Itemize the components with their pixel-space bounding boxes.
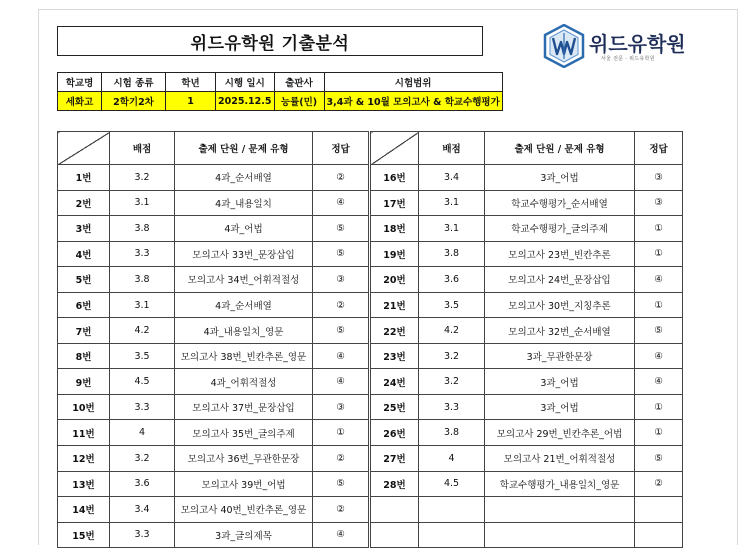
question-unit: 모의고사 29번_빈칸추론_어법 xyxy=(485,420,635,446)
question-unit: 모의고사 24번_문장삽입 xyxy=(485,267,635,293)
question-row xyxy=(58,343,369,369)
question-score: 3.5 xyxy=(110,343,175,369)
question-number: 11번 xyxy=(58,420,110,446)
question-answer: ⑤ xyxy=(635,318,683,344)
question-unit: 모의고사 35번_글의주제 xyxy=(175,420,313,446)
question-score: 3.4 xyxy=(110,497,175,523)
question-number: 12번 xyxy=(58,446,110,472)
question-unit: 4과_어휘적절성 xyxy=(175,369,313,395)
question-score xyxy=(419,522,485,548)
question-score: 3.1 xyxy=(110,292,175,318)
question-row xyxy=(58,522,369,548)
question-score xyxy=(419,497,485,523)
exam-range-header: 시험범위 xyxy=(324,73,502,92)
question-answer: ④ xyxy=(313,369,369,395)
question-score: 3.2 xyxy=(110,165,175,191)
question-number: 17번 xyxy=(371,190,419,216)
question-score: 3.3 xyxy=(110,394,175,420)
grade-value: 1 xyxy=(166,92,216,111)
question-unit: 4과_순서배열 xyxy=(175,292,313,318)
score-header: 배점 xyxy=(419,132,485,165)
question-unit: 모의고사 40번_빈칸추론_영문 xyxy=(175,497,313,523)
question-answer: ② xyxy=(313,446,369,472)
question-number: 14번 xyxy=(58,497,110,523)
exam-date-value: 2025.12.5 xyxy=(216,92,275,111)
question-answer xyxy=(635,497,683,523)
questions-header-row xyxy=(371,132,683,165)
question-unit: 3과_무관한문장 xyxy=(485,343,635,369)
answer-header: 정답 xyxy=(313,132,369,165)
question-answer: ③ xyxy=(313,267,369,293)
question-unit xyxy=(485,497,635,523)
question-answer: ⑤ xyxy=(313,471,369,497)
question-number: 2번 xyxy=(58,190,110,216)
question-row xyxy=(371,420,683,446)
question-score: 3.4 xyxy=(419,165,485,191)
publisher-value: 능률(민) xyxy=(274,92,324,111)
question-answer: ④ xyxy=(313,522,369,548)
question-answer: ④ xyxy=(635,343,683,369)
question-score: 4 xyxy=(419,446,485,472)
question-unit: 모의고사 34번_어휘적절성 xyxy=(175,267,313,293)
questions-header-row xyxy=(58,132,369,165)
question-unit: 학교수행평가_순서배열 xyxy=(485,190,635,216)
question-unit: 모의고사 30번_지칭추론 xyxy=(485,292,635,318)
academy-logo-text: 위드유학원 xyxy=(589,32,686,56)
question-answer: ③ xyxy=(635,165,683,191)
answer-header: 정답 xyxy=(635,132,683,165)
question-score: 3.3 xyxy=(110,241,175,267)
question-unit xyxy=(485,522,635,548)
question-row xyxy=(58,446,369,472)
question-score: 3.2 xyxy=(419,343,485,369)
question-score: 4.5 xyxy=(110,369,175,395)
school-header: 학교명 xyxy=(58,73,102,92)
question-number xyxy=(371,497,419,523)
question-unit: 모의고사 21번_어휘적절성 xyxy=(485,446,635,472)
question-number: 23번 xyxy=(371,343,419,369)
question-score: 3.6 xyxy=(419,267,485,293)
question-number: 8번 xyxy=(58,343,110,369)
question-row xyxy=(371,394,683,420)
academy-logo xyxy=(543,24,693,70)
question-answer: ⑤ xyxy=(313,318,369,344)
question-row xyxy=(371,190,683,216)
exam-date-header: 시행 일시 xyxy=(216,73,275,92)
exam-info-value-row xyxy=(58,92,503,111)
question-unit: 모의고사 37번_문장삽입 xyxy=(175,394,313,420)
question-answer: ④ xyxy=(635,369,683,395)
question-row xyxy=(58,165,369,191)
question-score: 3.5 xyxy=(419,292,485,318)
question-unit: 모의고사 36번_무관한문장 xyxy=(175,446,313,472)
question-row xyxy=(58,318,369,344)
unit-header: 출제 단원 / 문제 유형 xyxy=(175,132,313,165)
question-row xyxy=(371,446,683,472)
question-score: 3.8 xyxy=(419,241,485,267)
question-row xyxy=(371,343,683,369)
questions-table-left xyxy=(57,131,369,548)
corner-cell xyxy=(58,132,110,165)
question-answer: ① xyxy=(635,394,683,420)
question-number: 21번 xyxy=(371,292,419,318)
question-answer xyxy=(635,522,683,548)
question-answer: ④ xyxy=(635,267,683,293)
question-unit: 모의고사 38번_빈칸추론_영문 xyxy=(175,343,313,369)
question-number: 3번 xyxy=(58,216,110,242)
question-unit: 3과_글의제목 xyxy=(175,522,313,548)
score-header: 배점 xyxy=(110,132,175,165)
question-number: 28번 xyxy=(371,471,419,497)
question-row xyxy=(371,522,683,548)
question-answer: ⑤ xyxy=(313,241,369,267)
question-number: 22번 xyxy=(371,318,419,344)
exam-range-value: 3,4과 & 10월 모의고사 & 학교수행평가 xyxy=(324,92,502,111)
question-row xyxy=(371,216,683,242)
question-row xyxy=(371,497,683,523)
question-answer: ① xyxy=(635,216,683,242)
question-unit: 3과_어법 xyxy=(485,394,635,420)
question-unit: 3과_어법 xyxy=(485,369,635,395)
question-unit: 3과_어법 xyxy=(485,165,635,191)
publisher-header: 출판사 xyxy=(274,73,324,92)
question-score: 3.1 xyxy=(110,190,175,216)
question-answer: ① xyxy=(635,241,683,267)
question-number: 1번 xyxy=(58,165,110,191)
question-answer: ⑤ xyxy=(313,216,369,242)
question-row xyxy=(58,369,369,395)
question-number: 13번 xyxy=(58,471,110,497)
question-number: 25번 xyxy=(371,394,419,420)
question-number: 10번 xyxy=(58,394,110,420)
questions-table-right xyxy=(370,131,683,548)
question-unit: 모의고사 32번_순서배열 xyxy=(485,318,635,344)
question-row xyxy=(371,267,683,293)
question-number: 27번 xyxy=(371,446,419,472)
question-number: 5번 xyxy=(58,267,110,293)
question-answer: ③ xyxy=(635,190,683,216)
question-score: 4 xyxy=(110,420,175,446)
question-row xyxy=(58,190,369,216)
question-score: 3.8 xyxy=(110,216,175,242)
question-answer: ① xyxy=(635,292,683,318)
question-unit: 학교수행평가_글의주제 xyxy=(485,216,635,242)
question-number xyxy=(371,522,419,548)
question-row xyxy=(371,471,683,497)
question-row xyxy=(371,165,683,191)
question-unit: 4과_내용일치_영문 xyxy=(175,318,313,344)
question-score: 3.3 xyxy=(110,522,175,548)
grade-header: 학년 xyxy=(166,73,216,92)
academy-logo-subtext: 서울 전문 · 위드유학원 xyxy=(601,56,655,62)
question-answer: ② xyxy=(635,471,683,497)
question-unit: 4과_어법 xyxy=(175,216,313,242)
question-score: 3.1 xyxy=(419,190,485,216)
question-answer: ② xyxy=(313,497,369,523)
question-number: 9번 xyxy=(58,369,110,395)
question-number: 26번 xyxy=(371,420,419,446)
question-score: 3.2 xyxy=(110,446,175,472)
question-unit: 모의고사 39번_어법 xyxy=(175,471,313,497)
question-number: 24번 xyxy=(371,369,419,395)
question-number: 16번 xyxy=(371,165,419,191)
question-row xyxy=(58,292,369,318)
question-score: 3.2 xyxy=(419,369,485,395)
question-answer: ④ xyxy=(313,343,369,369)
question-answer: ① xyxy=(313,420,369,446)
question-row xyxy=(371,241,683,267)
question-answer: ② xyxy=(313,292,369,318)
question-unit: 4과_내용일치 xyxy=(175,190,313,216)
question-score: 3.8 xyxy=(110,267,175,293)
exam-info-header-row xyxy=(58,73,503,92)
question-score: 3.3 xyxy=(419,394,485,420)
question-row xyxy=(371,369,683,395)
question-row xyxy=(58,241,369,267)
question-number: 19번 xyxy=(371,241,419,267)
question-score: 3.8 xyxy=(419,420,485,446)
question-number: 6번 xyxy=(58,292,110,318)
question-unit: 학교수행평가_내용일치_영문 xyxy=(485,471,635,497)
page-title: 위드유학원 기출분석 xyxy=(57,26,483,56)
corner-cell xyxy=(371,132,419,165)
question-number: 20번 xyxy=(371,267,419,293)
question-row xyxy=(371,292,683,318)
question-number: 7번 xyxy=(58,318,110,344)
exam-type-header: 시험 종류 xyxy=(102,73,166,92)
question-number: 15번 xyxy=(58,522,110,548)
question-answer: ② xyxy=(313,165,369,191)
question-row xyxy=(58,267,369,293)
question-row xyxy=(58,420,369,446)
question-score: 4.2 xyxy=(419,318,485,344)
school-value: 세화고 xyxy=(58,92,102,111)
question-row xyxy=(58,216,369,242)
question-answer: ③ xyxy=(313,394,369,420)
unit-header: 출제 단원 / 문제 유형 xyxy=(485,132,635,165)
question-number: 4번 xyxy=(58,241,110,267)
question-row xyxy=(58,497,369,523)
question-answer: ④ xyxy=(313,190,369,216)
question-row xyxy=(58,471,369,497)
question-score: 4.2 xyxy=(110,318,175,344)
question-number: 18번 xyxy=(371,216,419,242)
exam-info-table xyxy=(57,72,503,111)
academy-logo-icon xyxy=(543,24,585,68)
question-unit: 모의고사 33번_문장삽입 xyxy=(175,241,313,267)
question-score: 4.5 xyxy=(419,471,485,497)
question-row xyxy=(371,318,683,344)
question-row xyxy=(58,394,369,420)
question-answer: ⑤ xyxy=(635,446,683,472)
question-unit: 모의고사 23번_빈칸추론 xyxy=(485,241,635,267)
question-score: 3.1 xyxy=(419,216,485,242)
question-unit: 4과_순서배열 xyxy=(175,165,313,191)
exam-type-value: 2학기2차 xyxy=(102,92,166,111)
question-answer: ① xyxy=(635,420,683,446)
question-score: 3.6 xyxy=(110,471,175,497)
